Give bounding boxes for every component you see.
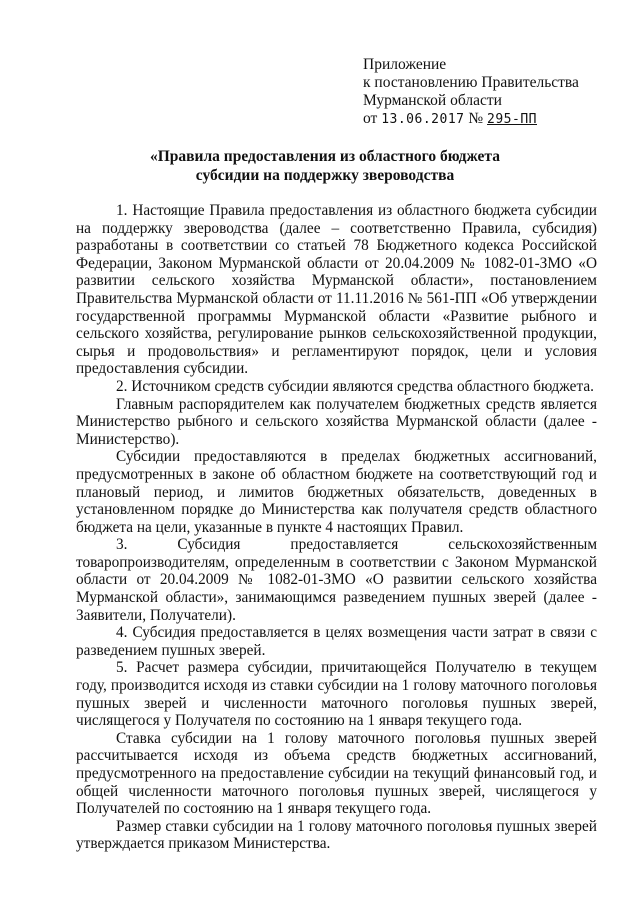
resolution-date: 13.06.2017 (381, 112, 465, 127)
paragraph: 4. Субсидия предоставляется в целях возмещения части затрат в связи с разведением пушных зверей. (76, 624, 597, 659)
appendix-region-line: Мурманской области (363, 92, 502, 109)
appendix-label: Приложение (363, 56, 447, 73)
document-body (76, 202, 597, 853)
paragraph: Субсидии предоставляются в пределах бюджетных ассигнований, предусмотренных в законе об областном бюджете на соответствующий год и плановый период, и лимитов бюджетных обязательств, доведенных в установленном порядке до Министерства как получателя средств областного бюджета на цели, указанные в пункте 4 настоящих Правил. (76, 448, 597, 536)
appendix-date-line (363, 110, 623, 129)
appendix-header (363, 56, 623, 129)
appendix-resolution-line: к постановлению Правительства (363, 74, 579, 91)
number-label: № (468, 110, 484, 127)
paragraph: 3. Субсидия предоставляется сельскохозяйственным товаропроизводителям, определенным в соответствии с Законом Мурманской области от 20.04.2009 № 1082-01-ЗМО «О развитии сельского хозяйства Мурманской области», занимающимся разведением пушных зверей (далее - Заявители, Получатели). (76, 536, 597, 624)
paragraph: Главным распорядителем как получателем бюджетных средств является Министерство рыбного и сельского хозяйства Мурманской области (далее - Министерство). (76, 395, 597, 448)
document-title (60, 147, 590, 185)
resolution-number: 295-ПП (487, 112, 537, 127)
title-line-2: субсидии на поддержку звероводства (195, 167, 455, 184)
paragraph: 1. Настоящие Правила предоставления из областного бюджета субсидии на поддержку звероводства (далее – соответственно Правила, субсидия) разработаны в соответствии со статьей 78 Бюджетного кодекса Российской Федерации, Законом Мурманской области от 20.04.2009 № 1082-01-ЗМО «О развитии сельского хозяйства Мурманской области», постановлением Правительства Мурманской области от 11.11.2016 № 561-ПП «Об утверждении государственной программы Мурманской области «Развитие рыбного и сельского хозяйства, регулирование рынков сельскохозяйственной продукции, сырья и продовольствия» и регламентируют порядок, цели и условия предоставления субсидии. (76, 202, 597, 378)
paragraph: 2. Источником средств субсидии являются средства областного бюджета. (116, 377, 594, 395)
title-line-1: «Правила предоставления из областного бюджета (150, 148, 500, 165)
paragraph: 5. Расчет размера субсидии, причитающейся Получателю в текущем году, производится исходя из ставки субсидии на 1 голову маточного поголовья пушных зверей и численности маточного поголовья пушных зверей, числящегося у Получателя по состоянию на 1 января текущего года. (76, 659, 597, 730)
paragraph: Размер ставки субсидии на 1 голову маточного поголовья пушных зверей утверждается приказом Министерства. (76, 817, 597, 853)
from-label: от (363, 110, 378, 127)
paragraph: Ставка субсидии на 1 голову маточного поголовья пушных зверей рассчитывается исходя из объема средств бюджетных ассигнований, предусмотренного на предоставление субсидии на текущий финансовый год, и общей численности маточного поголовья пушных зверей, числящегося у Получателей по состоянию на 1 января текущего года. (76, 729, 597, 818)
